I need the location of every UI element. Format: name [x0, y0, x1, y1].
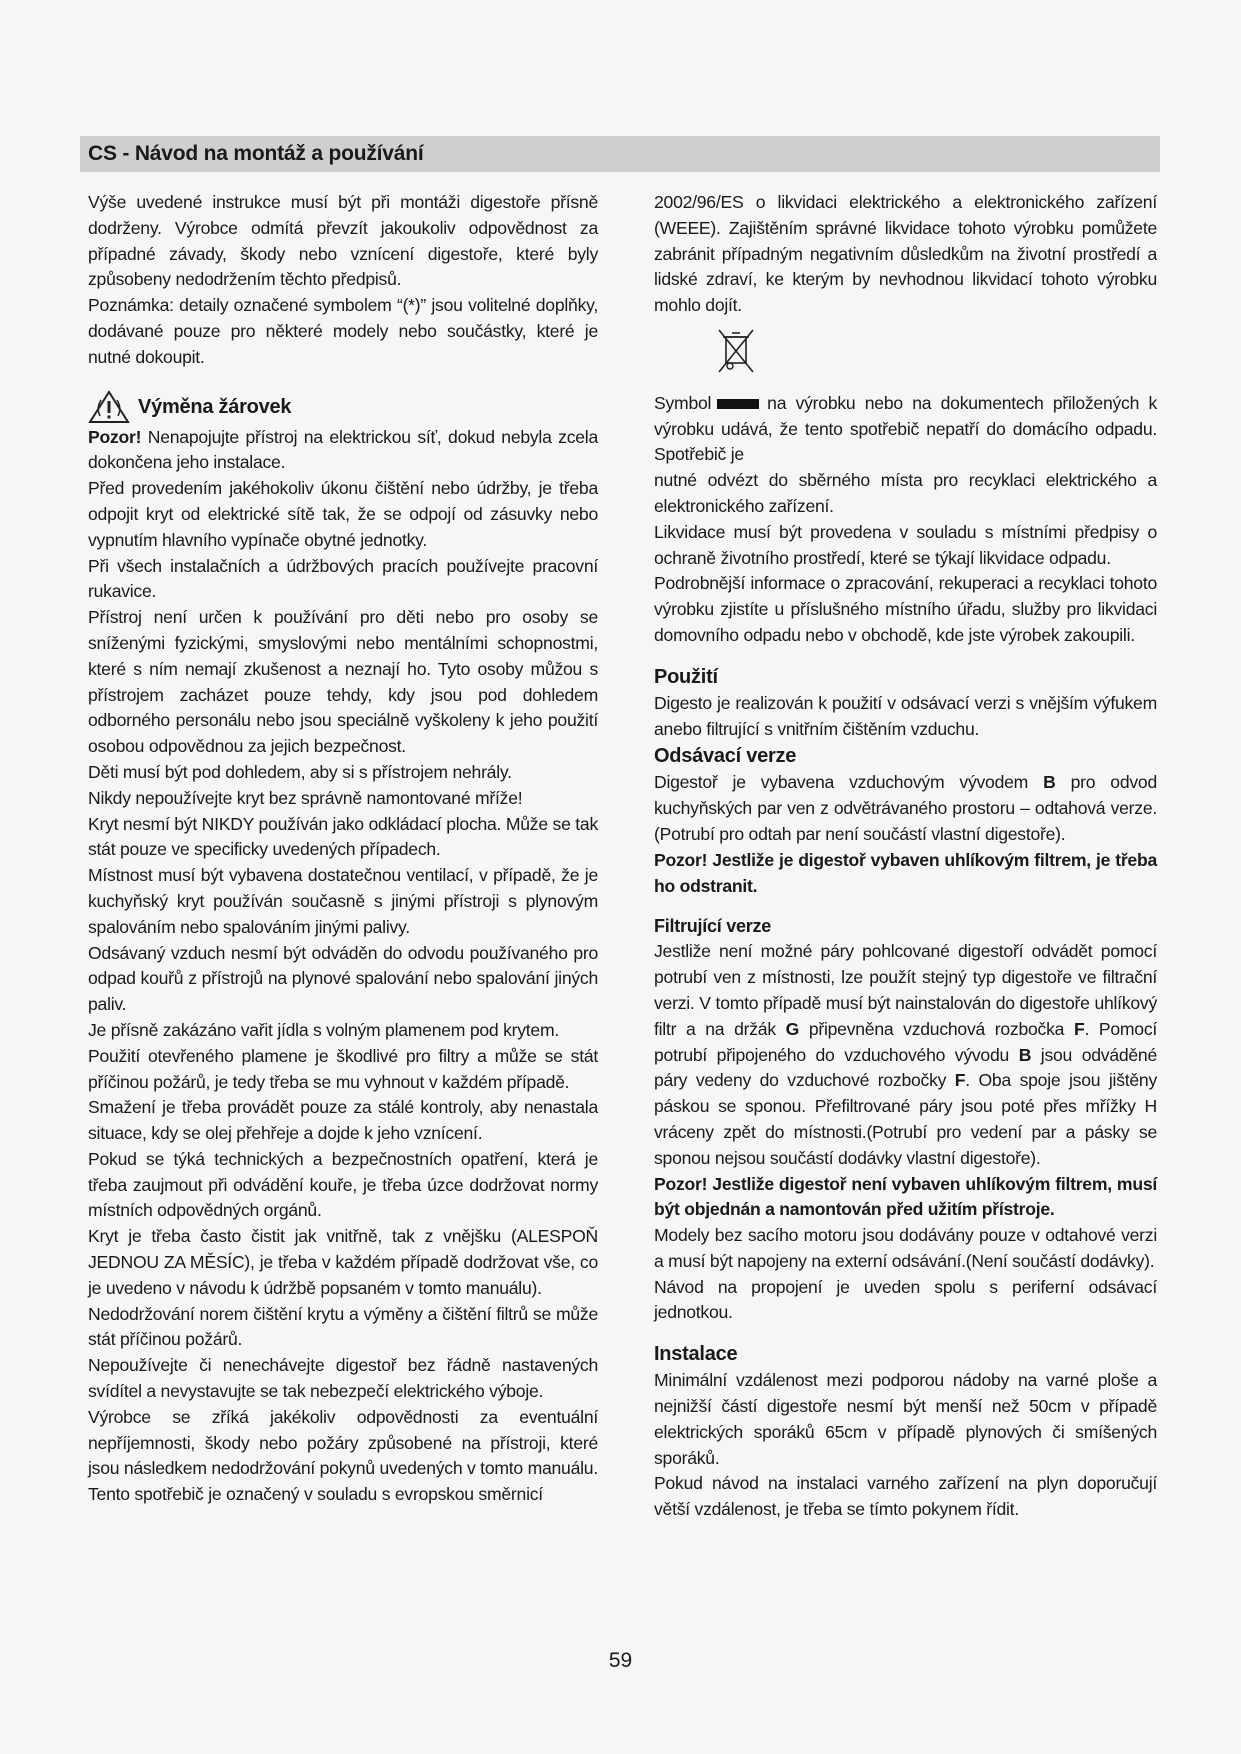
filter-paragraph — [654, 939, 1157, 1171]
black-bar-symbol-icon — [717, 399, 759, 409]
left-column — [88, 190, 598, 1508]
paragraph: Je přísně zakázáno vařit jídla s volným plamenem pod krytem. — [88, 1019, 559, 1040]
use-heading: Použití — [654, 665, 718, 688]
warning-label: Pozor! — [88, 426, 142, 447]
use-paragraph: Digesto je realizován k použití v odsávací verzi s vnějším výfukem anebo filtrující s vnitřním čištěním vzduchu. — [654, 692, 1157, 739]
paragraph: Kryt je třeba často čistit jak vnitřně, tak z vnějšku (ALESPOŇ JEDNOU ZA MĚSÍC), je třeba v každém případě dodržovat vše, co je uvedeno v návodu k údržbě popsaném v tomto manuálu). — [88, 1226, 598, 1298]
label-b: B — [1018, 1044, 1032, 1065]
filter-text: . Pomocí potrubí připojeného do vzduchového vývodu — [654, 1018, 1157, 1065]
install-paragraph: Minimální vzdálenost mezi podporou nádoby na varné ploše a nejnižší částí digestoře nesmí být menší než 50cm v případě elektrických sporáků 65cm v případě plynových či smíšených sporáků. — [654, 1370, 1157, 1468]
symbol-paragraph — [654, 391, 1157, 468]
paragraph: Odsávaný vzduch nesmí být odváděn do odvodu používaného pro odpad kouřů z přístrojů na plynové spalování nebo spalování jiných paliv. — [88, 942, 598, 1015]
page-number: 59 — [608, 1649, 633, 1672]
filter-warning-text: Pozor! Jestliže digestoř není vybaven uhlíkovým filtrem, musí být objednán a namontován před užitím přístroje. — [654, 1173, 1157, 1220]
exhaust-warning — [654, 848, 1157, 900]
filter-text: . Oba spoje jsou jištěny páskou se sponou. Přefiltrované páry jsou poté přes mřížky H vráceny zpět do místnosti.(Potrubí pro vedení par a pásky se sponou nejsou součástí dodávky vlastní digestoře). — [654, 1070, 1157, 1168]
filter-heading: Filtrující verze — [654, 916, 772, 937]
paragraph: Použití otevřeného plamene je škodlivé pro filtry a může se stát příčinou požárů, je tedy třeba se mu vyhnout v každém případě. — [88, 1045, 598, 1092]
paragraph: Místnost musí být vybavena dostatečnou ventilací, v případě, že je kuchyňský kryt používán současně s jinými přístroji s plynovým spalováním nebo spalováním jinými palivy. — [88, 865, 598, 937]
paragraph: nutné odvézt do sběrného místa pro recyklaci elektrického a elektronického zařízení. — [654, 470, 1157, 516]
install-paragraph-2: Pokud návod na instalaci varného zařízení na plyn doporučují větší vzdálenost, je třeba se tímto pokynem řídit. — [654, 1473, 1157, 1520]
intro-paragraph: Výše uvedené instrukce musí být při montáži digestoře přísně dodrženy. Výrobce odmítá převzít jakoukoliv odpovědnost za případné závady, škody nebo vznícení digestoře, které byly způsobeny nedodržením těchto předpisů. — [88, 192, 598, 290]
label-f: F — [1073, 1018, 1085, 1039]
paragraph: Výrobce se zříká jakékoliv odpovědnosti za eventuální nepříjemnosti, škody nebo požáry způsobené na přístroji, které jsou následkem nedodržování pokynů uvedených v tomto manuálu. — [88, 1406, 598, 1479]
right-column — [654, 190, 1157, 1523]
warning-paragraph — [88, 425, 598, 477]
filter-text: Jestliže není možné páry pohlcované digestoří odvádět pomocí potrubí ven z místnosti, lze použít stejný typ digestoře ve filtrační verzi. V tomto případě musí být nainstalován do digestoře uhlíkový filtr a na držák — [654, 941, 1157, 1039]
exhaust-paragraph — [654, 770, 1157, 847]
paragraph: Kryt nesmí být NIKDY používán jako odkládací plocha. Může se tak stát pouze ve specificky uvedených případech. — [88, 813, 598, 860]
note-paragraph: Poznámka: detaily označené symbolem “(*)” jsou volitelné doplňky, dodávané pouze pro některé modely nebo součástky, které je nutné dokoupit. — [88, 295, 598, 367]
paragraph: Modely bez sacího motoru jsou dodávány pouze v odtahové verzi a musí být napojeny na externí odsávání.(Není součástí dodávky). — [654, 1225, 1157, 1271]
paragraph: Přístroj není určen k používání pro děti nebo pro osoby se sníženými fyzickými, smyslovými nebo mentálními schopnostmi, které s ním nemají zkušenost a neznají ho. Tyto osoby můžou s přístrojem zacházet pouze tehdy, kdy jsou pod dohledem odborného personálu nebo jsou speciálně vyškoleny k jeho použití osobou odpovědnou za jejich bezpečnost. — [88, 607, 598, 757]
exhaust-text-a: Digestoř je vybavena vzduchovým vývodem — [654, 772, 1044, 793]
crossed-out-wheelie-bin-icon — [716, 327, 756, 377]
exhaust-warning-text: Pozor! Jestliže je digestoř vybaven uhlíkovým filtrem, je třeba ho odstranit. — [654, 849, 1157, 896]
filter-text: připevněna vzduchová rozbočka — [799, 1018, 1074, 1039]
paragraph: Podrobnější informace o zpracování, rekuperaci a recyklaci tohoto výrobku zjistíte u příslušného místního úřadu, služby pro likvidaci domovního odpadu nebo v obchodě, kde jste výrobek zakoupili. — [654, 573, 1157, 645]
paragraph: Návod na propojení je uveden spolu s periferní odsávací jednotkou. — [654, 1276, 1157, 1323]
exhaust-heading: Odsávací verze — [654, 745, 797, 768]
paragraph: Likvidace musí být provedena v souladu s místními předpisy o ochraně životního prostředí, které se týkají likvidace odpadu. — [654, 521, 1157, 568]
section-title: CS - Návod na montáž a používání — [88, 142, 424, 165]
paragraph: Tento spotřebič je označený v souladu s evropskou směrnicí — [88, 1484, 543, 1505]
paragraph: Před provedením jakéhokoliv úkonu čištění nebo údržby, je třeba odpojit kryt od elektrické sítě tak, že se odpojí od zásuvky nebo vypnutím hlavního vypínače obytné jednotky. — [88, 478, 598, 550]
warning-triangle-icon — [88, 390, 130, 424]
filter-warning — [654, 1172, 1157, 1224]
exhaust-text-b: pro odvod kuchyňských par ven z odvětrávaného prostoru – odtahová verze.(Potrubí pro odtah par není součástí vlastní digestoře). — [654, 772, 1157, 844]
paragraph: Děti musí být pod dohledem, aby si s přístrojem nehrály. — [88, 761, 512, 782]
label-f: F — [954, 1070, 966, 1091]
paragraph: Nikdy nepoužívejte kryt bez správně namontované mříže! — [88, 787, 523, 808]
symbol-word: Symbol — [654, 392, 712, 413]
install-heading: Instalace — [654, 1343, 738, 1366]
label-g: G — [785, 1018, 800, 1039]
symbol-text: na výrobku nebo na dokumentech přiložených k výrobku udává, že tento spotřebič nepatří do domácího odpadu. Spotřebič je — [654, 392, 1157, 465]
label-b: B — [1043, 772, 1056, 793]
paragraph: Nepoužívejte či nenechávejte digestoř bez řádně nastavených svídítel a nevystavujte se tak nebezpečí elektrického výboje. — [88, 1355, 598, 1402]
paragraph: Nedodržování norem čištění krytu a výměny a čištění filtrů se může stát příčinou požárů. — [88, 1303, 598, 1350]
paragraph: Pokud se týká technických a bezpečnostních opatření, která je třeba zaujmout při odvádění kouře, je třeba úzce dodržovat normy místních odpovědných orgánů. — [88, 1148, 598, 1221]
bulb-section-heading — [88, 389, 598, 425]
weee-paragraph: 2002/96/ES o likvidaci elektrického a elektronického zařízení (WEEE). Zajištěním správné likvidace tohoto výrobku pomůžete zabránit případným negativním důsledkům na životní prostředí a lidské zdraví, ke kterým by nevhodnou likvidací tohoto výrobku mohlo dojít. — [654, 192, 1157, 316]
paragraph: Při všech instalačních a údržbových pracích používejte pracovní rukavice. — [88, 555, 598, 602]
bulb-heading-text: Výměna žárovek — [138, 395, 292, 418]
paragraph: Smažení je třeba provádět pouze za stálé kontroly, aby nenastala situace, kdy se olej přehřeje a dojde k jeho vznícení. — [88, 1097, 598, 1144]
filter-text: jsou odváděné páry vedeny do vzduchové rozbočky — [654, 1044, 1158, 1091]
warning-text: Nenapojujte přístroj na elektrickou síť, dokud nebyla zcela dokončena jeho instalace. — [88, 426, 598, 473]
